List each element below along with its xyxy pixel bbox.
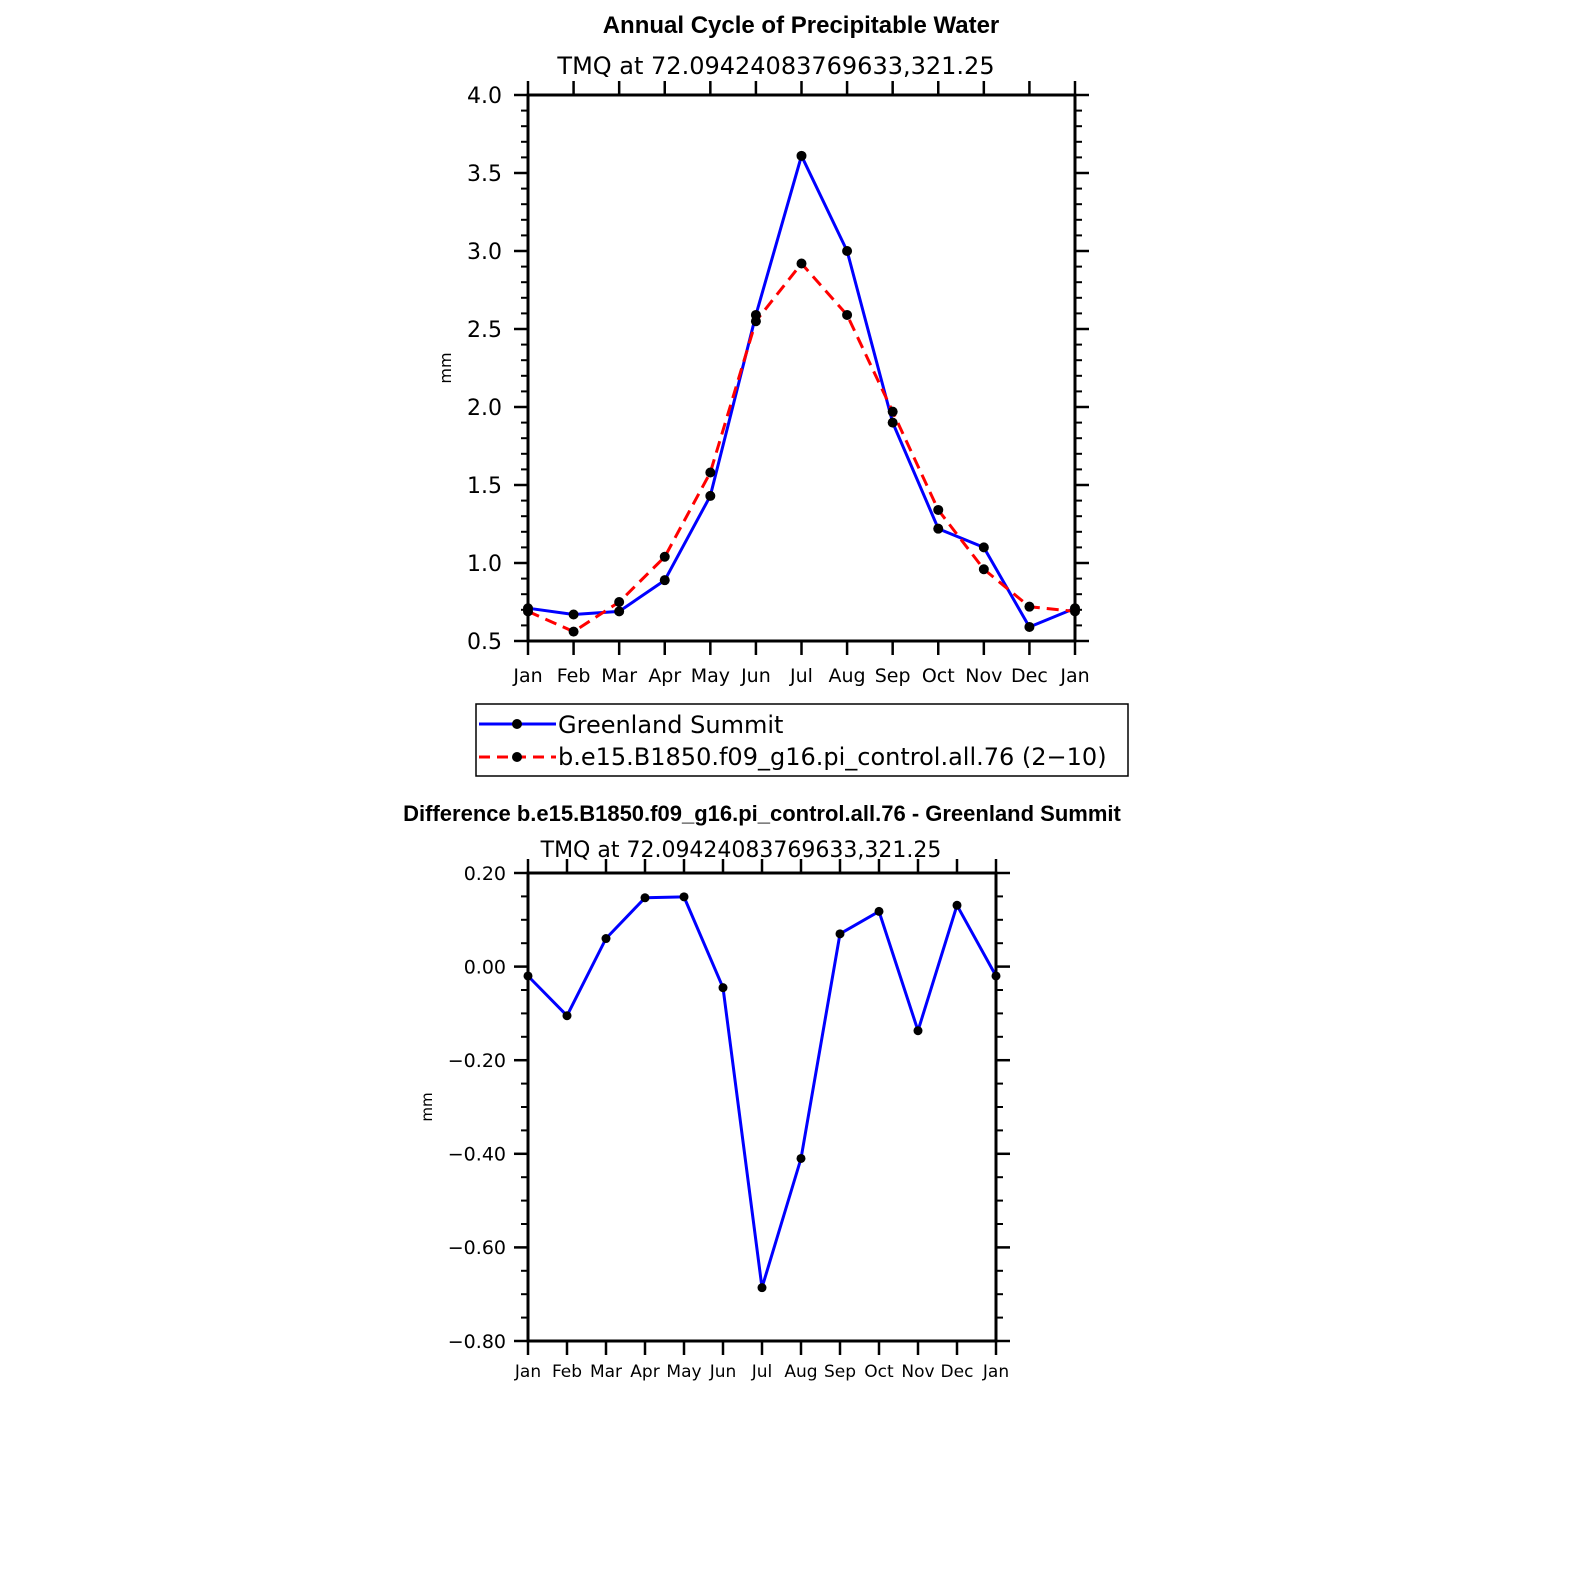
data-point-series-0 [836, 929, 845, 938]
chart-subtitle: TMQ at 72.09424083769633,321.25 [540, 838, 942, 863]
data-point-series-0 [563, 1011, 572, 1020]
data-point-series-0 [614, 606, 624, 616]
data-point-series-0 [602, 934, 611, 943]
x-tick-label: Sep [823, 1362, 857, 1382]
data-point-series-0 [842, 246, 852, 256]
y-axis-label: mm [436, 352, 455, 384]
series-layer [524, 892, 1001, 1292]
data-point-series-0 [875, 907, 884, 916]
data-point-series-1 [569, 627, 579, 637]
x-tick-label: Aug [828, 665, 866, 687]
data-point-series-0 [719, 983, 728, 992]
x-tick-label: Nov [965, 665, 1003, 687]
series-line-0 [528, 156, 1075, 627]
data-point-series-0 [569, 609, 579, 619]
y-tick-label: 2.5 [467, 317, 502, 343]
data-point-series-1 [888, 407, 898, 417]
data-point-series-0 [758, 1283, 767, 1292]
data-point-series-0 [933, 524, 943, 534]
y-tick-label: 0.00 [463, 956, 506, 979]
series-line-0 [528, 897, 996, 1288]
x-tick-labels [512, 665, 1089, 687]
data-point-series-1 [1024, 602, 1034, 612]
legend-marker-greenland-summit [512, 719, 522, 729]
y-tick-label: 3.5 [467, 161, 502, 187]
legend-marker-pi-control [512, 752, 522, 762]
plot-frame [528, 873, 996, 1341]
data-point-series-1 [979, 564, 989, 574]
x-tick-label: May [690, 665, 730, 687]
data-point-series-0 [979, 542, 989, 552]
y-tick-label: 3.0 [467, 239, 502, 265]
y-tick-label: 4.0 [467, 83, 502, 109]
x-tick-label: Sep [874, 665, 911, 687]
legend-label-greenland-summit: Greenland Summit [558, 711, 784, 739]
x-tick-label: Jul [790, 665, 813, 687]
y-tick-label: 1.5 [467, 473, 502, 499]
data-point-series-0 [1024, 622, 1034, 632]
data-point-series-1 [705, 468, 715, 478]
difference-panel [403, 801, 1121, 1382]
x-tick-label: Apr [630, 1362, 660, 1382]
data-point-series-0 [641, 893, 650, 902]
x-tick-labels [514, 1362, 1009, 1382]
x-tick-label: Nov [901, 1362, 935, 1382]
x-tick-label: Oct [921, 665, 955, 687]
x-tick-label: Jul [751, 1362, 773, 1382]
y-tick-label: 1.0 [467, 551, 502, 577]
x-tick-label: Jan [1060, 665, 1090, 687]
x-tick-label: Apr [648, 665, 682, 687]
data-point-series-1 [751, 316, 761, 326]
x-tick-label: Dec [940, 1362, 974, 1382]
y-tick-label: −0.80 [447, 1330, 506, 1353]
y-tick-label: 0.20 [463, 862, 506, 885]
y-tick-labels [448, 863, 506, 1353]
x-tick-label: Jun [709, 1362, 737, 1382]
legend [476, 704, 1128, 776]
x-tick-label: Mar [589, 1362, 623, 1382]
y-tick-label: −0.60 [447, 1237, 506, 1260]
plot-frame [528, 95, 1075, 641]
x-tick-label: Feb [551, 1362, 583, 1382]
y-axis-label: mm [418, 1092, 436, 1122]
data-point-series-0 [660, 575, 670, 585]
y-tick-label: −0.40 [447, 1143, 506, 1166]
chart-title: Annual Cycle of Precipitable Water [602, 12, 1000, 39]
legend-label-pi-control: b.e15.B1850.f09_g16.pi_control.all.76 (2−10) [558, 743, 1107, 771]
x-tick-label: Feb [556, 665, 591, 687]
y-tick-label: 0.5 [467, 629, 502, 655]
x-tick-label: Jan [514, 1362, 542, 1382]
data-point-series-1 [842, 310, 852, 320]
x-tick-label: Dec [1011, 665, 1048, 687]
chart-subtitle: TMQ at 72.09424083769633,321.25 [557, 52, 995, 80]
series-layer [523, 151, 1080, 637]
chart-title: Difference b.e15.B1850.f09_g16.pi_control.all.76 - Greenland Summit [403, 801, 1121, 826]
x-tick-label: Jan [982, 1362, 1010, 1382]
data-point-series-0 [797, 151, 807, 161]
x-tick-label: May [666, 1362, 702, 1382]
x-tick-label: Jun [741, 665, 771, 687]
series-line-1 [528, 264, 1075, 632]
annual-cycle-panel [436, 12, 1128, 776]
x-tick-label: Jan [513, 665, 543, 687]
data-point-series-0 [888, 418, 898, 428]
y-tick-label: 2.0 [467, 395, 502, 421]
data-point-series-1 [614, 597, 624, 607]
x-tick-label: Aug [784, 1362, 818, 1382]
y-tick-label: −0.20 [447, 1050, 506, 1073]
data-point-series-1 [933, 505, 943, 515]
x-tick-label: Mar [601, 665, 638, 687]
data-point-series-1 [797, 258, 807, 268]
y-tick-labels [467, 84, 502, 655]
axes-ticks [514, 81, 1089, 655]
data-point-series-0 [680, 892, 689, 901]
data-point-series-0 [953, 901, 962, 910]
data-point-series-0 [797, 1154, 806, 1163]
data-point-series-1 [660, 552, 670, 562]
data-point-series-0 [705, 491, 715, 501]
data-point-series-0 [914, 1026, 923, 1035]
x-tick-label: Oct [864, 1362, 894, 1382]
